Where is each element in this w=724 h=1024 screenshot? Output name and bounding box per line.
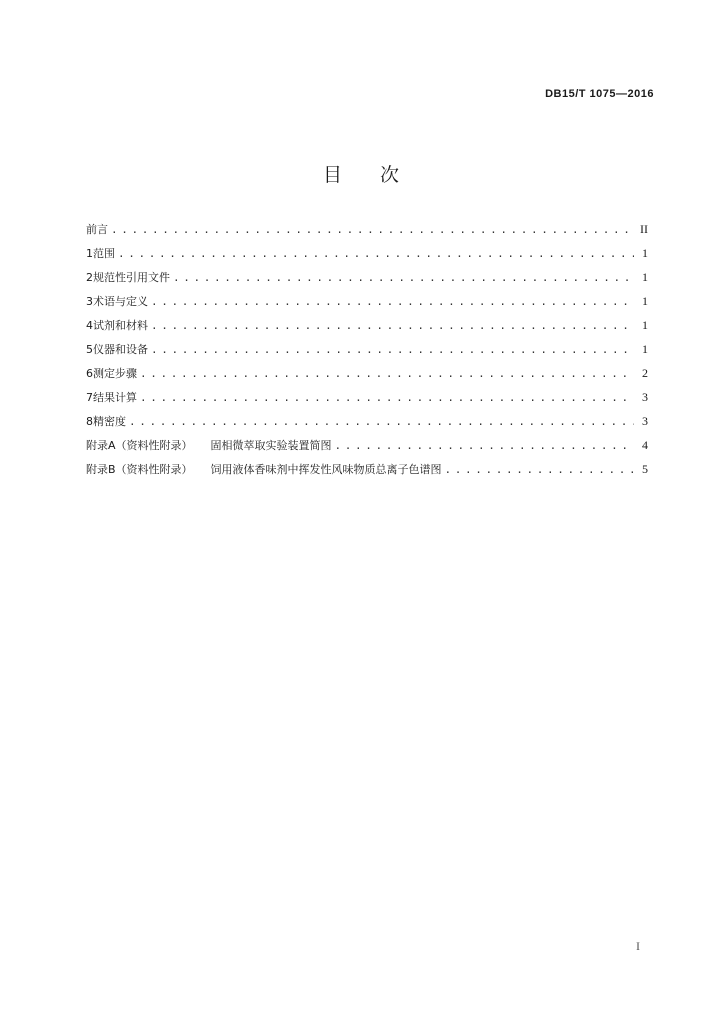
- toc-leader-dots: [140, 386, 634, 410]
- toc-entry-label: 规范性引用文件: [93, 271, 170, 284]
- toc-entry-page: 3: [642, 414, 648, 428]
- toc-entry-page: 1: [642, 246, 648, 260]
- toc-entry-label: 结果计算: [93, 391, 137, 404]
- toc-entry-page: 2: [642, 366, 648, 380]
- toc-leader-dots: [111, 218, 634, 242]
- toc-entry-label: 仪器和设备: [93, 343, 148, 356]
- appendix-title: 固相微萃取实验装置简图: [210, 439, 332, 452]
- toc-title: [0, 160, 724, 187]
- toc-entry-5[interactable]: [86, 337, 648, 361]
- toc-entry-2[interactable]: [86, 265, 648, 289]
- appendix-title: 饲用液体香味剂中挥发性风味物质总离子色谱图: [210, 463, 442, 476]
- toc-entry-appendix-a[interactable]: [86, 433, 648, 457]
- toc-entry-label: 范围: [93, 247, 115, 260]
- toc-entry-number: 7: [86, 391, 93, 404]
- toc-entry-7[interactable]: [86, 385, 648, 409]
- toc-entry-label: 术语与定义: [93, 295, 148, 308]
- toc-entry-appendix-b[interactable]: [86, 457, 648, 481]
- appendix-prefix: 附录B（资料性附录）: [86, 463, 193, 476]
- toc-leader-dots: [118, 242, 634, 266]
- toc-entry-page: 3: [642, 390, 648, 404]
- document-code: DB15/T 1075—2016: [545, 88, 654, 100]
- toc-leader-dots: [445, 458, 634, 482]
- appendix-prefix: 附录A（资料性附录）: [86, 439, 193, 452]
- toc-entry-number: 6: [86, 367, 93, 380]
- toc-entry-number: 3: [86, 295, 93, 308]
- toc-entry-3[interactable]: [86, 289, 648, 313]
- toc-leader-dots: [151, 314, 634, 338]
- toc-leader-dots: [335, 434, 634, 458]
- toc-leader-dots: [129, 410, 634, 434]
- toc-entry-6[interactable]: [86, 361, 648, 385]
- toc-entry-label: [86, 434, 332, 458]
- toc-title-left: 目: [322, 164, 344, 186]
- toc-list: [86, 217, 648, 481]
- page-number: I: [636, 939, 640, 953]
- toc-entry-label: 前言: [86, 223, 108, 236]
- toc-entry-label: 试剂和材料: [93, 319, 148, 332]
- toc-entry-page: 1: [642, 270, 648, 284]
- toc-entry-page: 5: [642, 462, 648, 476]
- toc-entry-number: 5: [86, 343, 93, 356]
- toc-entry-1[interactable]: [86, 241, 648, 265]
- toc-entry-label: 精密度: [93, 415, 126, 428]
- toc-entry-label: 测定步骤: [93, 367, 137, 380]
- toc-entry-page: 1: [642, 294, 648, 308]
- toc-leader-dots: [151, 338, 634, 362]
- toc-entry-label: [86, 458, 442, 482]
- toc-title-right: 次: [380, 164, 402, 186]
- toc-entry-number: 8: [86, 415, 93, 428]
- toc-entry-4[interactable]: [86, 313, 648, 337]
- toc-entry-number: 4: [86, 319, 93, 332]
- toc-entry-page: II: [640, 222, 648, 236]
- toc-leader-dots: [140, 362, 634, 386]
- toc-entry-page: 1: [642, 318, 648, 332]
- toc-entry-foreword[interactable]: [86, 217, 648, 241]
- toc-leader-dots: [151, 290, 634, 314]
- toc-entry-page: 1: [642, 342, 648, 356]
- toc-entry-8[interactable]: [86, 409, 648, 433]
- toc-entry-page: 4: [642, 438, 648, 452]
- toc-leader-dots: [173, 266, 634, 290]
- toc-entry-number: 2: [86, 271, 93, 284]
- toc-entry-number: 1: [86, 247, 93, 260]
